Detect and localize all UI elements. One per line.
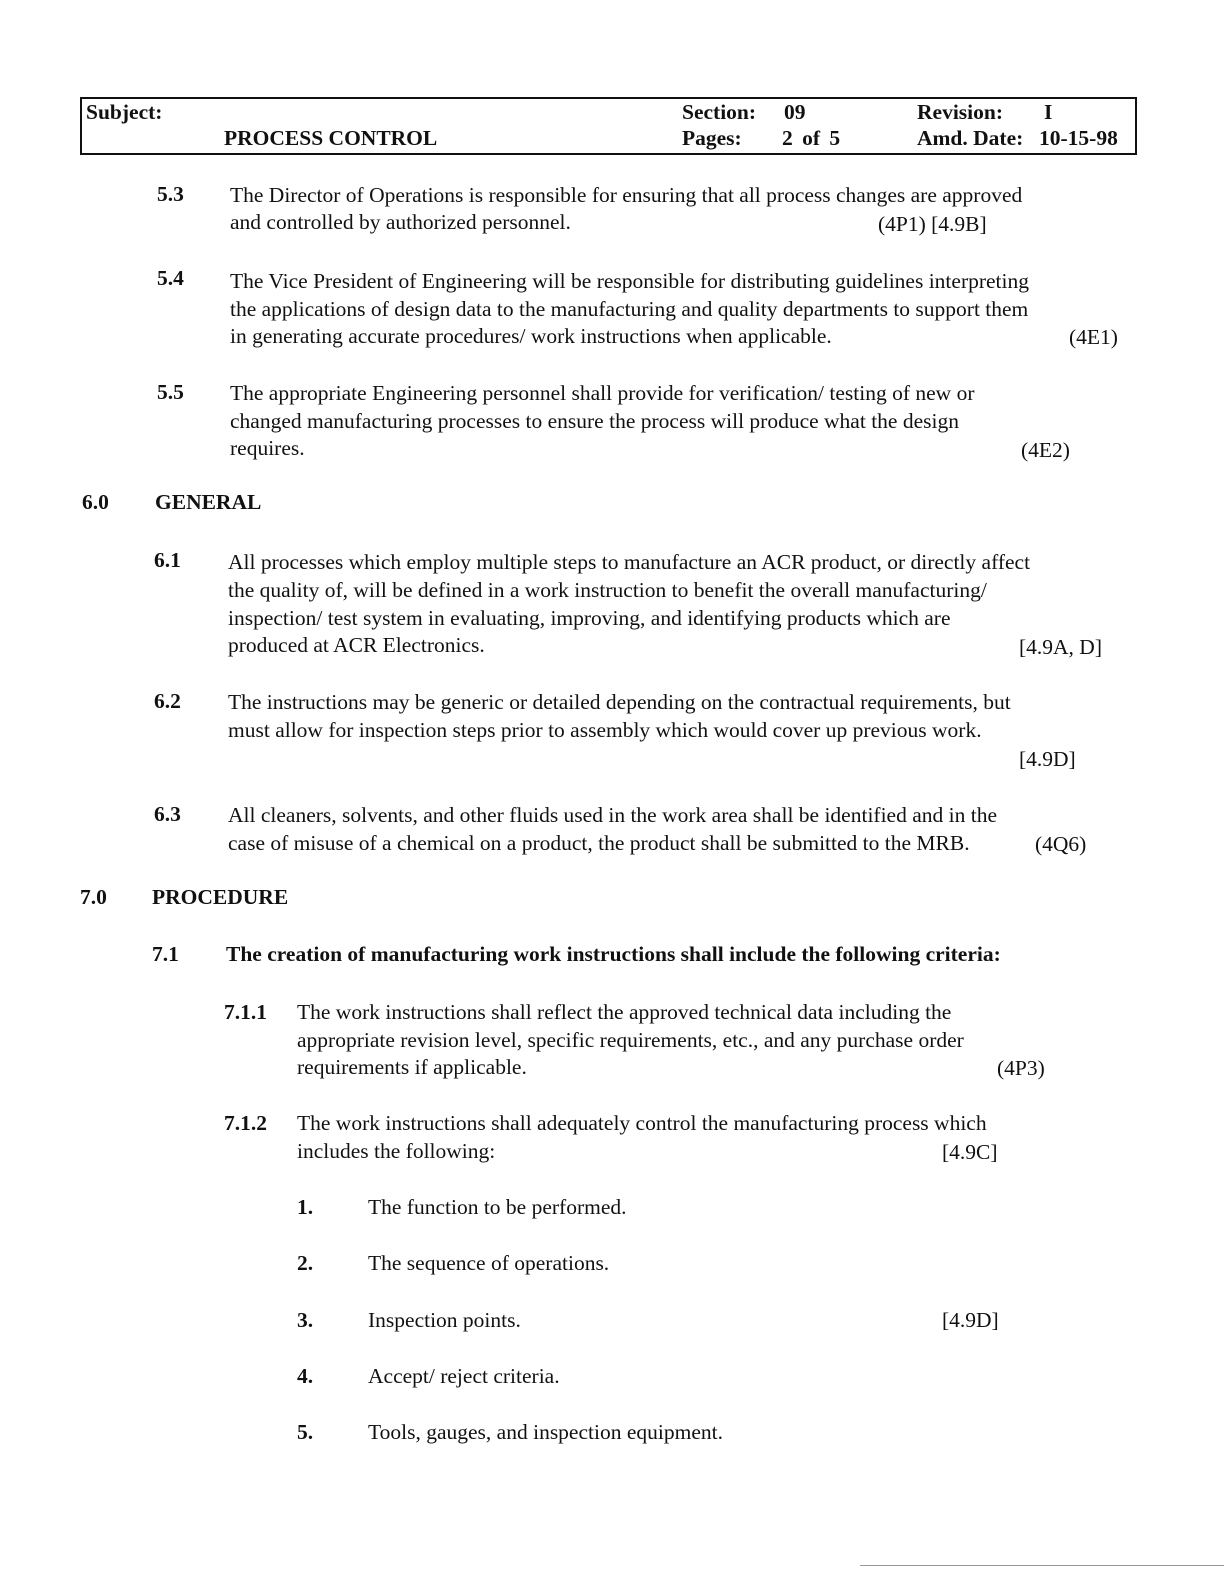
list-number: 2. <box>297 1251 314 1275</box>
item-text-line: produced at ACR Electronics. <box>228 633 485 657</box>
list-number: 4. <box>297 1364 314 1388</box>
item-text-line: The appropriate Engineering personnel shall provide for verification/ testing of new or <box>230 381 975 405</box>
list-text: The function to be performed. <box>368 1195 627 1219</box>
item-text-line: changed manufacturing processes to ensure the process will produce what the design <box>230 409 959 433</box>
amd-date-label: Amd. Date: <box>917 126 1024 150</box>
item-reference: [4.9C] <box>942 1140 998 1164</box>
item-reference: [4.9D] <box>1019 747 1076 771</box>
pages-value: 2 of 5 <box>782 126 841 150</box>
item-heading: The creation of manufacturing work instructions shall include the following criteria: <box>226 942 1001 966</box>
section-title: PROCEDURE <box>152 885 289 909</box>
section-number: 7.0 <box>80 885 107 909</box>
item-number: 6.2 <box>154 689 181 713</box>
list-number: 5. <box>297 1420 314 1444</box>
pages-label: Pages: <box>682 126 742 150</box>
item-number: 7.1.2 <box>224 1111 267 1135</box>
item-text-line: case of misuse of a chemical on a product, the product shall be submitted to the MRB. <box>228 831 970 855</box>
item-text-line: The Director of Operations is responsible for ensuring that all process changes are approved <box>230 183 1023 207</box>
list-number: 1. <box>297 1195 314 1219</box>
item-number: 5.3 <box>157 182 184 206</box>
item-number: 6.3 <box>154 802 181 826</box>
item-text-line: requires. <box>230 436 305 460</box>
list-text: Inspection points. <box>368 1308 521 1332</box>
item-reference: (4Q6) <box>1035 832 1087 856</box>
item-number: 5.5 <box>157 380 184 404</box>
list-text: The sequence of operations. <box>368 1251 610 1275</box>
item-number: 6.1 <box>154 548 181 572</box>
item-text-line: inspection/ test system in evaluating, improving, and identifying products which are <box>228 606 951 630</box>
section-label: Section: <box>682 100 757 124</box>
item-text-line: The work instructions shall adequately control the manufacturing process which <box>297 1111 987 1135</box>
item-text-line: appropriate revision level, specific requirements, etc., and any purchase order <box>297 1028 964 1052</box>
section-title: GENERAL <box>155 490 262 514</box>
section-number: 6.0 <box>82 490 109 514</box>
item-text-line: The work instructions shall reflect the approved technical data including the <box>297 1000 952 1024</box>
item-reference: (4P1) [4.9B] <box>878 212 987 236</box>
subject-value: PROCESS CONTROL <box>224 126 438 150</box>
item-reference: [4.9A, D] <box>1019 635 1102 659</box>
document-header <box>80 97 1137 155</box>
list-number: 3. <box>297 1308 314 1332</box>
revision-label: Revision: <box>917 100 1003 124</box>
item-reference: (4P3) <box>997 1056 1045 1080</box>
item-number: 5.4 <box>157 266 184 290</box>
item-text-line: the applications of design data to the manufacturing and quality departments to support them <box>230 297 1029 321</box>
item-text-line: All processes which employ multiple steps to manufacture an ACR product, or directly affect <box>228 550 1031 574</box>
item-text-line: the quality of, will be defined in a work instruction to benefit the overall manufacturing/ <box>228 578 987 602</box>
subject-label: Subject: <box>86 100 163 124</box>
list-text: Accept/ reject criteria. <box>368 1364 560 1388</box>
item-number: 7.1.1 <box>224 1000 267 1024</box>
item-number: 7.1 <box>152 942 179 966</box>
item-text-line: and controlled by authorized personnel. <box>230 210 571 234</box>
item-text-line: requirements if applicable. <box>297 1055 527 1079</box>
list-text: Tools, gauges, and inspection equipment. <box>368 1420 723 1444</box>
item-text-line: includes the following: <box>297 1139 496 1163</box>
section-value: 09 <box>784 100 806 124</box>
item-reference: (4E2) <box>1021 438 1070 462</box>
amd-date-value: 10-15-98 <box>1039 126 1118 150</box>
item-text-line: in generating accurate procedures/ work instructions when applicable. <box>230 324 832 348</box>
scan-edge-line <box>860 1565 1224 1566</box>
revision-value: I <box>1044 100 1053 124</box>
item-text-line: All cleaners, solvents, and other fluids used in the work area shall be identified and in the <box>228 803 998 827</box>
item-text-line: must allow for inspection steps prior to assembly which would cover up previous work. <box>228 718 982 742</box>
list-reference: [4.9D] <box>942 1308 999 1332</box>
item-text-line: The instructions may be generic or detailed depending on the contractual requirements, but <box>228 690 1011 714</box>
item-reference: (4E1) <box>1069 325 1118 349</box>
item-text-line: The Vice President of Engineering will be responsible for distributing guidelines interpreting <box>230 269 1030 293</box>
